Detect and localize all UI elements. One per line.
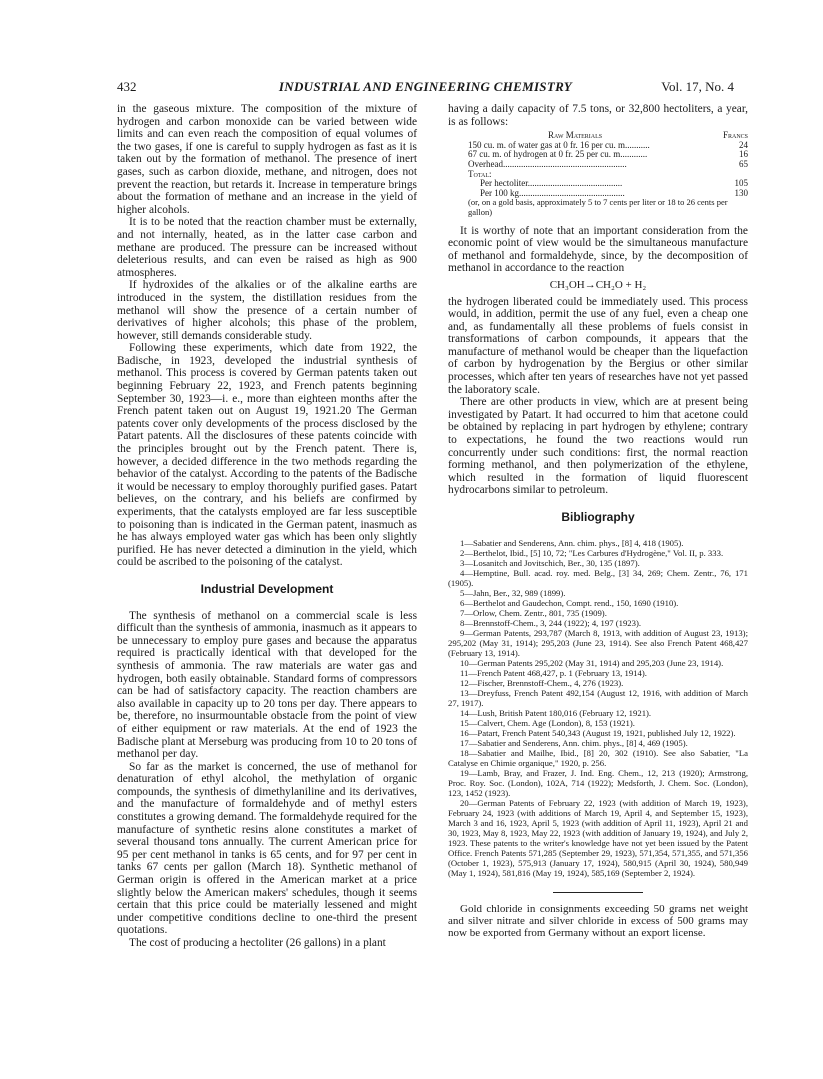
table-cell-label: Per hectoliter..........................................	[480, 178, 623, 189]
table-cell-value: 16	[739, 149, 748, 160]
bibliography-entry: 12—Fischer, Brennstoff-Chem., 4, 276 (1923).	[460, 677, 624, 688]
paragraph: Following these experiments, which date from 1922, the Badische, in 1923, developed the industrial synthesis of methanol. This process is covered by German patents taken out beginning February 22, 1923, and French patents beginning September 30, 1923—i. e., more than eighteen months after the French patent taken out on August 19, 1921.20 The German patents cover only developments of the process disclosed by the Patart patents. All the disclosures of these patents coincide with the principles brought out by the French patent. There is, however, a decided difference in the two methods regarding the behavior of the catalyst. According to the patents of the Badische it would be necessary to employ thoroughly purified gases. Patart believes, on the contrary, and his beliefs are confirmed by experiments, that the catalysts employed are far less susceptible to poisoning than is indicated in the German patent, inasmuch as he has always employed water gas which has been only slightly purified. He has never detected a diminution in the yield, which could be ascribed to the poisoning of the catalyst.	[117, 342, 417, 569]
table-cell-value: 130	[734, 187, 748, 198]
bibliography-entry: 17—Sabatier and Senderens, Ann. chim. phys., [8] 4, 469 (1905).	[460, 737, 688, 748]
bibliography-entry: 15—Calvert, Chem. Age (London), 8, 153 (1921).	[460, 717, 635, 728]
journal-title: INDUSTRIAL AND ENGINEERING CHEMISTRY	[278, 79, 573, 94]
bibliography-entry: 18—Sabatier and Mailhe, Ibid., [8] 20, 302 (1910). See also Sabatier, "La Catalyse en Chimie organique," 1920, p. 256.	[448, 747, 748, 768]
right-column	[448, 103, 748, 939]
bibliography-entry: 1—Sabatier and Senderens, Ann. chim. phys., [8] 4, 418 (1905).	[460, 537, 684, 548]
section-heading: Industrial Development	[200, 581, 334, 596]
paragraph: So far as the market is concerned, the use of methanol for denaturation of ethyl alcohol, the methylation of organic compounds, the synthesis of dimethylaniline and its derivatives, and the manufacture of formaldehyde and of methyl esters constitutes a growing demand. The formaldehyde required for the manufacture of synthetic resins alone constitutes a market of several thousand tons annually. The current American price for 95 per cent methanol in tanks is 65 cents, and for 97 per cent in tanks 67 cents per gallon (March 18). Synthetic methanol of German origin is offered in the American market at a price slightly below the American makers' schedules, though it seems certain that this price could be materially lessened and might under competitive conditions decline to one-third the present quotations.	[117, 760, 417, 937]
page-number: 432	[117, 79, 137, 94]
table-header-item: Raw Materials	[548, 130, 603, 141]
bibliography-entry: 9—German Patents, 293,787 (March 8, 1913, with addition of August 23, 1913); 295,202 (May 31, 1914); 295,203 (June 23, 1914). See also French Patent 468,427 (February 13, 1914).	[448, 627, 748, 658]
paragraph: Gold chloride in consignments exceeding 50 grams net weight and silver nitrate and silver chloride in excess of 500 grams may now be exported from Germany without an export license.	[448, 902, 748, 939]
volume-issue: Vol. 17, No. 4	[661, 79, 734, 94]
bibliography-entry: 3—Losanitch and Jovitschich, Ber., 30, 135 (1897).	[460, 557, 640, 568]
table-total-label: Total:	[468, 168, 492, 179]
bibliography-entry: 7—Orlow, Chem. Zentr., 801, 735 (1909).	[460, 607, 607, 618]
paragraph: having a daily capacity of 7.5 tons, or 32,800 hectoliters, a year, is as follows:	[448, 103, 748, 128]
table-cell-value: 65	[739, 158, 748, 169]
bibliography-entry: 20—German Patents of February 22, 1923 (with addition of March 19, 1923), February 24, 1923 (with additions of March 19, April 4, and September 15, 1923), March 3 and 16, 1923, April 5, 1923 (with addition of April 11, 1923), April 21 and 30, 1923, May 8, 1923, May 22, 1923 (with addition of January 19, 1924), and July 2, 1923. These patents to the writer's knowledge have not yet been issued by the Patent Office. French Patents 571,285 (September 29, 1923), 571,354, 571,355, and 571,356 (October 1, 1923), 575,913 (January 17, 1924), 580,915 (April 30, 1924), 580,949 (May 1, 1924), 581,816 (May 19, 1924), 585,169 (September 2, 1924).	[448, 797, 748, 878]
table-cell-value: 24	[739, 139, 748, 150]
export-note	[448, 903, 748, 939]
paragraph: The synthesis of methanol on a commercial scale is less difficult than the synthesis of ammonia, inasmuch as it appears to be unnecessary to employ pure gases and because the apparatus required is practically identical with that developed for the synthesis of ammonia. The raw materials are water gas and hydrogen, both easily obtainable. Standard forms of compressors can be had of satisfactory capacity. The reaction chambers are also available in capacity up to 20 tons per day. There appears to be, therefore, no insurmountable obstacle from the point of view of either equipment or raw materials. At the end of 1923 the Badische plant at Merseburg was producing from 10 to 20 tons of methanol per day.	[117, 609, 417, 761]
cost-table	[468, 131, 748, 217]
bibliography-list	[448, 538, 748, 878]
bibliography-entry: 5—Jahn, Ber., 32, 989 (1899).	[460, 587, 566, 598]
bibliography-entry: 10—German Patents 295,202 (May 31, 1914) and 295,203 (June 23, 1914).	[460, 657, 724, 668]
paragraph: in the gaseous mixture. The composition of the mixture of hydrogen and carbon monoxide can be varied between wide limits and can even reach the composition of equal volumes of the two gases, if one is careful to supply hydrogen as fast as it is taken out by the formation of methanol. The presence of inert gases, such as carbon dioxide, methane, and nitrogen, does not prevent the reaction, but retards it. Increase in temperature brings about the formation of methane and an increase in the yield of higher alcohols.	[117, 103, 417, 216]
left-column	[117, 103, 417, 950]
bibliography-entry: 8—Brennstoff-Chem., 3, 244 (1922); 4, 197 (1923).	[460, 617, 642, 628]
table-header-currency: Francs	[722, 130, 748, 141]
paragraph: It is to be noted that the reaction chamber must be externally, and not internally, heated, as in the latter case carbon and methane are produced. The pressure can be increased without deleterious results, and can even be raised as high as 900 atmospheres.	[117, 216, 417, 279]
bibliography-entry: 11—French Patent 468,427, p. 1 (February 13, 1914).	[460, 667, 647, 678]
bibliography-entry: 16—Patart, French Patent 540,343 (August 19, 1921, published July 12, 1922).	[460, 727, 736, 738]
table-cell-label: 150 cu. m. of water gas at 0 fr. 16 per cu. m...........	[468, 139, 650, 150]
running-header	[117, 79, 734, 97]
bibliography-entry: 6—Berthelot and Gaudechon, Compt. rend., 150, 1690 (1910).	[460, 597, 679, 608]
divider	[553, 892, 643, 893]
bibliography-entry: 14—Lush, British Patent 180,016 (February 12, 1921).	[460, 707, 652, 718]
bibliography-entry: 2—Berthelot, Ibid., [5] 10, 72; "Les Carbures d'Hydrogène," Vol. II, p. 333.	[460, 547, 724, 558]
table-cell-label: Per 100 kg...............................................	[480, 187, 625, 198]
table-cell-label: Overhead.......................................................	[468, 158, 627, 169]
table-note: (or, on a gold basis, approximately 5 to 7 cents per liter or 18 to 26 cents per gallon)	[468, 197, 728, 217]
table-cell-value: 105	[734, 178, 748, 189]
paragraph: There are other products in view, which are at present being investigated by Patart. It had occurred to him that acetone could be obtained by replacing in part hydrogen by ethylene; contrary to expectations, he found the two reactions would run concurrently under such conditions: first, the normal reaction forming methanol, and then polymerization of the ethylene, which resulted in the formation of liquid fluorescent hydrocarbons similar to petroleum.	[448, 396, 748, 497]
table-cell-label: 67 cu. m. of hydrogen at 0 fr. 25 per cu. m............	[468, 149, 648, 160]
bibliography-entry: 13—Dreyfuss, French Patent 492,154 (August 12, 1916, with addition of March 27, 1917).	[448, 687, 748, 708]
paragraph: It is worthy of note that an important consideration from the economic point of view would be the simultaneous manufacture of methanol and formaldehyde, since, by the decomposition of methanol in accordance to the reaction	[448, 224, 748, 275]
paragraph: If hydroxides of the alkalies or of the alkaline earths are introduced in the system, the distillation residues from the methanol will show the presence of a certain number of derivatives of higher alcohols; this phase of the problem, however, still demands considerable study.	[117, 279, 417, 342]
paragraph: the hydrogen liberated could be immediately used. This process would, in addition, permit the use of any fuel, even a cheap one and, as fundamentally all these problems of fuels consist in transformations of carbon compounds, it appears that the manufacture of methanol would be cheaper than the liquefaction of carbon by hydrogenation by the Bergius or other similar processes, which after ten years of researches have not yet passed the laboratory scale.	[448, 295, 748, 396]
paragraph: The cost of producing a hectoliter (26 gallons) in a plant	[129, 937, 386, 949]
bibliography-entry: 4—Hemptine, Bull. acad. roy. med. Belg., [3] 34, 269; Chem. Zentr., 76, 171 (1905).	[448, 567, 748, 588]
table-row	[468, 160, 748, 170]
bibliography-heading: Bibliography	[561, 510, 635, 524]
chemical-equation: CH₃OH→CH₂O + H₂	[549, 278, 647, 291]
bibliography-entry: 19—Lamb, Bray, and Frazer, J. Ind. Eng. Chem., 12, 213 (1920); Armstrong, Proc. Roy. Soc. (London), 102A, 714 (1922); Medsforth, J. Chem. Soc. (London), 123, 1452 (1923).	[448, 767, 748, 798]
